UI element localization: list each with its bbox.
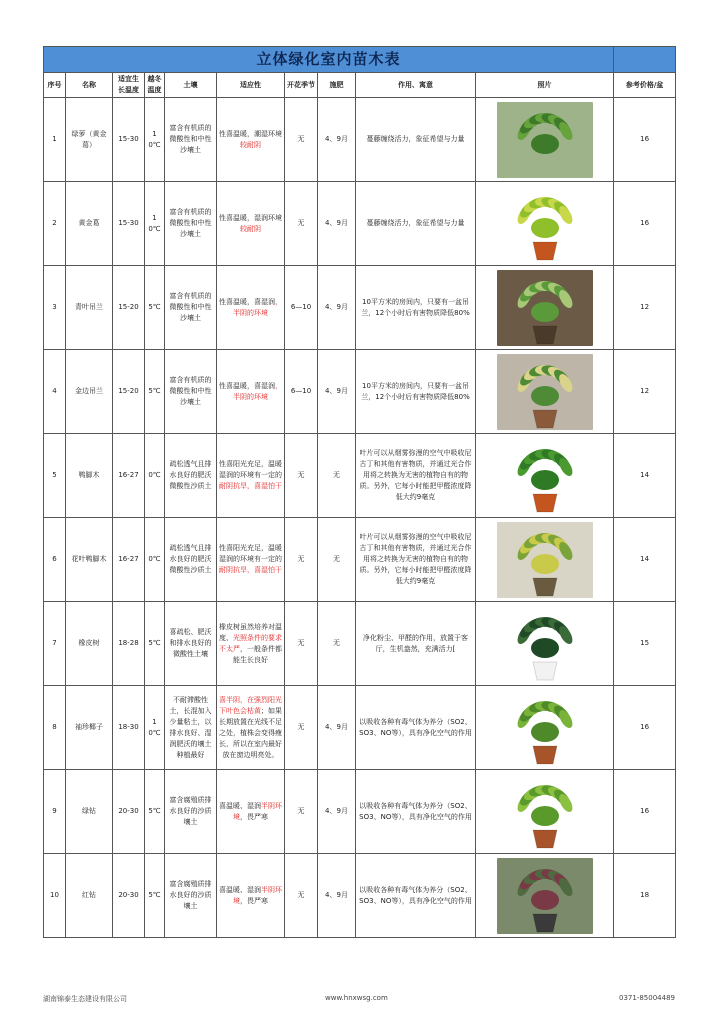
header-photo: 照片	[476, 73, 614, 98]
cell-name: 绿钻	[66, 770, 113, 854]
table-row	[44, 182, 676, 266]
header-flower: 开花季节	[285, 73, 318, 98]
green-philodendron-photo	[497, 774, 593, 850]
cell-use: 10平方米的房间内，只要有一盆吊兰，12个小时后有害物质降低80%	[356, 350, 476, 434]
cell-winter: 5℃	[145, 770, 165, 854]
adapt-text-segment: 耐阴抗旱，喜湿怕干	[219, 482, 282, 490]
cell-name: 黄金葛	[66, 182, 113, 266]
cell-photo	[476, 98, 614, 182]
rubber-tree-photo	[497, 606, 593, 682]
cell-name: 鸭脚木	[66, 434, 113, 518]
cell-photo	[476, 518, 614, 602]
cell-price: 16	[614, 182, 676, 266]
cell-flower: 无	[285, 518, 318, 602]
cell-price: 12	[614, 266, 676, 350]
cell-winter: 0℃	[145, 518, 165, 602]
adapt-text-segment: 性喜阳光充足，温暖湿润的环境有一定的	[219, 544, 282, 563]
header-temp: 适宜生长温度	[113, 73, 145, 98]
table-row	[44, 434, 676, 518]
cell-fert: 4、9月	[318, 182, 356, 266]
header-row	[44, 73, 676, 98]
cell-adapt	[217, 770, 285, 854]
cell-no: 2	[44, 182, 66, 266]
cell-adapt	[217, 98, 285, 182]
cell-temp: 20-30	[113, 854, 145, 938]
seedling-table	[43, 46, 676, 938]
cell-adapt	[217, 854, 285, 938]
cell-name: 袖珍椰子	[66, 686, 113, 770]
cell-winter: 0℃	[145, 434, 165, 518]
table-row	[44, 98, 676, 182]
cell-name: 橡皮树	[66, 602, 113, 686]
adapt-text-segment: ，一般条件都能生长良好	[233, 644, 282, 664]
cell-price: 14	[614, 434, 676, 518]
cell-adapt	[217, 518, 285, 602]
golden-pothos-photo	[497, 186, 593, 262]
cell-fert: 4、9月	[318, 854, 356, 938]
adapt-text-segment: ，畏严寒	[240, 812, 268, 821]
table-row	[44, 770, 676, 854]
header-use: 作用、寓意	[356, 73, 476, 98]
cell-flower: 无	[285, 770, 318, 854]
adapt-text-segment: ，畏严寒	[240, 896, 268, 905]
cell-photo	[476, 182, 614, 266]
adapt-text-segment: 较耐阴	[240, 224, 261, 233]
cell-price: 16	[614, 686, 676, 770]
cell-soil: 富含腐殖质排水良好的沙质壤土	[165, 854, 217, 938]
adapt-text-segment: 性喜温暖，喜湿润	[219, 297, 275, 306]
adapt-text-segment: 半阴环境	[233, 801, 282, 821]
cell-photo	[476, 266, 614, 350]
adapt-text-segment: 喜半阴，在强烈阳光下叶色会枯黄	[219, 695, 282, 715]
cell-temp: 15-30	[113, 182, 145, 266]
table-row	[44, 266, 676, 350]
cell-price: 16	[614, 98, 676, 182]
header-price: 参考价格/盆	[614, 73, 676, 98]
cell-photo	[476, 602, 614, 686]
cell-name: 绿萝（黄金葛）	[66, 98, 113, 182]
cell-flower: 无	[285, 854, 318, 938]
cell-name: 红钻	[66, 854, 113, 938]
cell-name: 青叶吊兰	[66, 266, 113, 350]
cell-price: 12	[614, 350, 676, 434]
table-row	[44, 854, 676, 938]
cell-photo	[476, 350, 614, 434]
adapt-text-segment: ；如果长期放置在光线不足之处，植株会变得瘦长，所以在室内最好放在窗边明亮处。	[219, 706, 282, 759]
cell-price: 14	[614, 518, 676, 602]
parlor-palm-photo	[497, 690, 593, 766]
cell-fert: 4、9月	[318, 350, 356, 434]
cell-photo	[476, 434, 614, 518]
pothos-green-photo	[497, 102, 593, 178]
cell-soil: 疏松透气且排水良好的肥沃微酸性沙质土	[165, 518, 217, 602]
cell-fert: 4、9月	[318, 266, 356, 350]
cell-use: 蔓藤缠绕活力，象征希望与力量	[356, 98, 476, 182]
cell-soil: 喜疏松、肥沃和排水良好的微酸性土壤	[165, 602, 217, 686]
cell-soil: 不耐滞酸性土，长混加入少量粘土，以排水良好、湿润肥沃的壤土种植最好	[165, 686, 217, 770]
cell-flower: 无	[285, 182, 318, 266]
adapt-text-segment: 喜温暖、湿润	[219, 801, 261, 810]
cell-use: 以吸收各种有毒气体为养分（SO2、SO3、NO等），具有净化空气的作用	[356, 770, 476, 854]
footer-company: 湖南锦泰生态建设有限公司	[43, 995, 127, 1003]
cell-photo	[476, 770, 614, 854]
table-row	[44, 686, 676, 770]
cell-temp: 18-28	[113, 602, 145, 686]
cell-temp: 16-27	[113, 434, 145, 518]
cell-soil: 疏松透气且排水良好的肥沃微酸性沙质土	[165, 434, 217, 518]
cell-soil: 富含有机质的微酸性和中性沙壤土	[165, 350, 217, 434]
header-name: 名称	[66, 73, 113, 98]
cell-name: 花叶鸭脚木	[66, 518, 113, 602]
table-title: 立体绿化室内苗木表	[44, 47, 614, 73]
header-soil: 土壤	[165, 73, 217, 98]
header-no: 序号	[44, 73, 66, 98]
cell-no: 3	[44, 266, 66, 350]
title-side-cell	[614, 47, 676, 73]
cell-name: 金边吊兰	[66, 350, 113, 434]
cell-adapt	[217, 266, 285, 350]
green-spider-plant-photo	[497, 270, 593, 346]
cell-temp: 15-20	[113, 266, 145, 350]
table-row	[44, 602, 676, 686]
cell-no: 6	[44, 518, 66, 602]
cell-no: 5	[44, 434, 66, 518]
table-row	[44, 350, 676, 434]
schefflera-photo	[497, 438, 593, 514]
cell-use: 以吸收各种有毒气体为养分（SO2、SO3、NO等），具有净化空气的作用	[356, 686, 476, 770]
cell-adapt	[217, 686, 285, 770]
cell-winter: 5℃	[145, 602, 165, 686]
cell-use: 以吸收各种有毒气体为养分（SO2、SO3、NO等），具有净化空气的作用	[356, 854, 476, 938]
adapt-text-segment: 性喜温暖，潮湿环境	[219, 129, 282, 138]
adapt-text-segment: 性喜阳光充足，温暖湿润的环境有一定的	[219, 460, 282, 479]
cell-winter: 10℃	[145, 686, 165, 770]
table-row	[44, 518, 676, 602]
adapt-text-segment: 喜温暖、湿润	[219, 885, 261, 894]
variegated-schefflera-photo	[497, 522, 593, 598]
cell-use: 净化粉尘、甲醛的作用，放置于客厅，生机盎然，充满活力[	[356, 602, 476, 686]
cell-winter: 10℃	[145, 182, 165, 266]
adapt-text-segment: 较耐阴	[240, 140, 261, 149]
cell-fert: 4、9月	[318, 98, 356, 182]
cell-winter: 5℃	[145, 854, 165, 938]
cell-adapt	[217, 182, 285, 266]
cell-soil: 富含有机质的微酸性和中性沙壤土	[165, 266, 217, 350]
footer-site: www.hnxwsg.com	[325, 994, 388, 1002]
cell-flower: 6—10	[285, 266, 318, 350]
cell-winter: 10℃	[145, 98, 165, 182]
cell-fert: 4、9月	[318, 770, 356, 854]
adapt-text-segment: 光照条件的要求不太严	[219, 633, 282, 653]
cell-use: 蔓藤缠绕活力，象征希望与力量	[356, 182, 476, 266]
cell-flower: 无	[285, 602, 318, 686]
cell-use: 10平方米的房间内，只要有一盆吊兰，12个小时后有害物质降低80%	[356, 266, 476, 350]
footer-phone: 0371-85004489	[619, 994, 675, 1002]
header-adapt: 适应性	[217, 73, 285, 98]
cell-flower: 6—10	[285, 350, 318, 434]
cell-flower: 无	[285, 686, 318, 770]
red-philodendron-photo	[497, 858, 593, 934]
cell-temp: 20-30	[113, 770, 145, 854]
cell-no: 8	[44, 686, 66, 770]
cell-use: 叶片可以从烟雾弥漫的空气中吸收尼古丁和其他有害物质，并通过光合作用将之转换为无害的植物自有的物质。另外，它每小时能把甲醛浓度降低大约9毫克	[356, 518, 476, 602]
adapt-text-segment: 橡皮树虽然培养对温度、	[219, 622, 282, 642]
header-winter: 越冬温度	[145, 73, 165, 98]
cell-temp: 15-30	[113, 98, 145, 182]
adapt-text-segment: 半阴环境	[233, 885, 282, 905]
cell-no: 9	[44, 770, 66, 854]
adapt-text-segment: 耐阴抗旱，喜湿怕干	[219, 566, 282, 574]
cell-winter: 5℃	[145, 350, 165, 434]
cell-fert: 4、9月	[318, 686, 356, 770]
variegated-spider-plant-photo	[497, 354, 593, 430]
cell-temp: 15-20	[113, 350, 145, 434]
cell-photo	[476, 686, 614, 770]
cell-use: 叶片可以从烟雾弥漫的空气中吸收尼古丁和其他有害物质，并通过光合作用将之转换为无害的植物自有的物质。另外，它每小时能把甲醛浓度降低大约9毫克	[356, 434, 476, 518]
cell-flower: 无	[285, 98, 318, 182]
cell-soil: 富含有机质的微酸性和中性沙壤土	[165, 182, 217, 266]
cell-adapt	[217, 434, 285, 518]
cell-adapt	[217, 350, 285, 434]
cell-fert: 无	[318, 434, 356, 518]
cell-no: 1	[44, 98, 66, 182]
adapt-text-segment: ，半阴的环境	[233, 297, 282, 317]
cell-price: 16	[614, 770, 676, 854]
cell-temp: 16-27	[113, 518, 145, 602]
cell-price: 18	[614, 854, 676, 938]
cell-no: 10	[44, 854, 66, 938]
cell-temp: 18-30	[113, 686, 145, 770]
cell-price: 15	[614, 602, 676, 686]
header-fert: 施肥	[318, 73, 356, 98]
adapt-text-segment: 性喜温暖，喜湿润	[219, 381, 275, 390]
cell-no: 7	[44, 602, 66, 686]
adapt-text-segment: 性喜温暖，湿润环境	[219, 213, 282, 222]
cell-adapt	[217, 602, 285, 686]
cell-no: 4	[44, 350, 66, 434]
cell-soil: 富含腐殖质排水良好的沙质壤土	[165, 770, 217, 854]
cell-fert: 无	[318, 602, 356, 686]
cell-winter: 5℃	[145, 266, 165, 350]
adapt-text-segment: ，半阴的环境	[233, 381, 282, 401]
cell-fert: 无	[318, 518, 356, 602]
cell-soil: 富含有机质的微酸性和中性沙壤土	[165, 98, 217, 182]
cell-flower: 无	[285, 434, 318, 518]
cell-photo	[476, 854, 614, 938]
